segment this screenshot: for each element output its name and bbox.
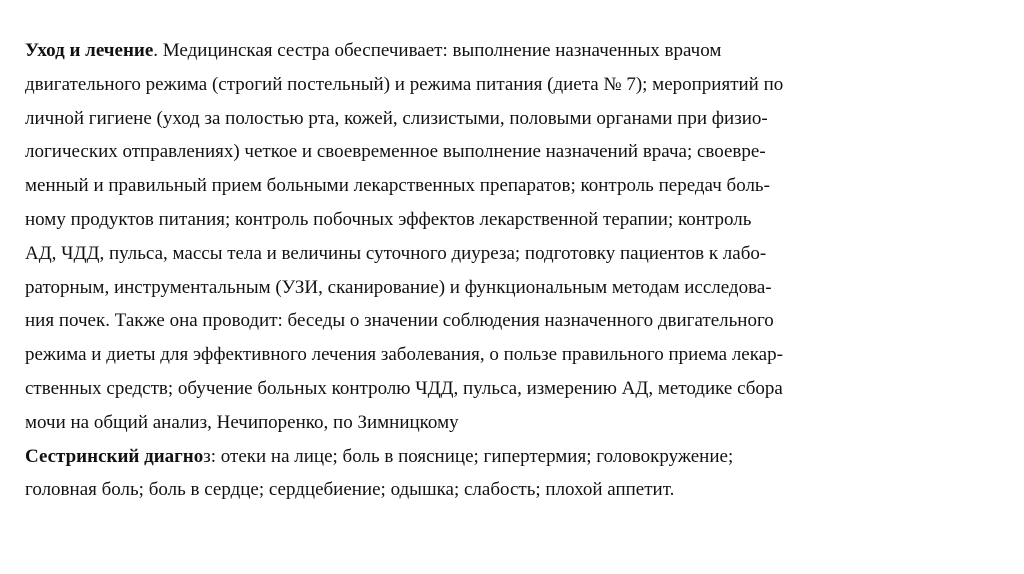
paragraph-care-line-1: [25, 34, 1015, 68]
heading-care-and-treatment: Уход и лечение: [25, 40, 154, 61]
paragraph-care-line-2: двигательного режима (строгий постельный) и режима питания (диета № 7); мероприятий по: [25, 73, 784, 95]
paragraph-care-line-9: ния почек. Также она проводит: беседы о значении соблюдения назначенного двигательного: [25, 310, 774, 332]
paragraph-care-line-7: АД, ЧДД, пульса, массы тела и величины суточного диуреза; подготовку пациентов к лабо-: [25, 242, 767, 264]
paragraph-care-line-5: менный и правильный прием больными лекарственных препаратов; контроль передач боль-: [25, 175, 770, 197]
paragraph-care-line-8: раторным, инструментальным (УЗИ, сканирование) и функциональным методам исследова-: [25, 276, 772, 298]
heading-nursing-diagnosis: Сестринский диагно: [25, 445, 204, 467]
paragraph-care-line-4: логических отправлениях) четкое и своевременное выполнение назначений врача; своевре-: [25, 141, 766, 163]
paragraph-care-line-10: режима и диеты для эффективного лечения заболевания, о пользе правильного приема лекар-: [25, 344, 783, 366]
document-text: [25, 34, 1015, 507]
paragraph-care-line-3: личной гигиене (уход за полостью рта, кожей, слизистыми, половыми органами при физио-: [25, 107, 768, 129]
paragraph-diagnosis-line-2: головная боль; боль в сердце; сердцебиение; одышка; слабость; плохой аппетит.: [25, 479, 675, 501]
paragraph-care-line-12: мочи на общий анализ, Нечипоренко, по Зимницкому: [25, 411, 459, 433]
paragraph-diagnosis-line-1: [25, 440, 1015, 474]
paragraph-care-line-11: ственных средств; обучение больных контролю ЧДД, пульса, измерению АД, методике сбора: [25, 377, 783, 399]
paragraph-care-line-6: ному продуктов питания; контроль побочных эффектов лекарственной терапии; контроль: [25, 208, 752, 230]
text-segment: . Медицинская сестра обеспечивает: выполнение назначенных врачом: [153, 40, 722, 61]
text-segment: з: отеки на лице; боль в пояснице; гипертермия; головокружение;: [203, 445, 734, 467]
